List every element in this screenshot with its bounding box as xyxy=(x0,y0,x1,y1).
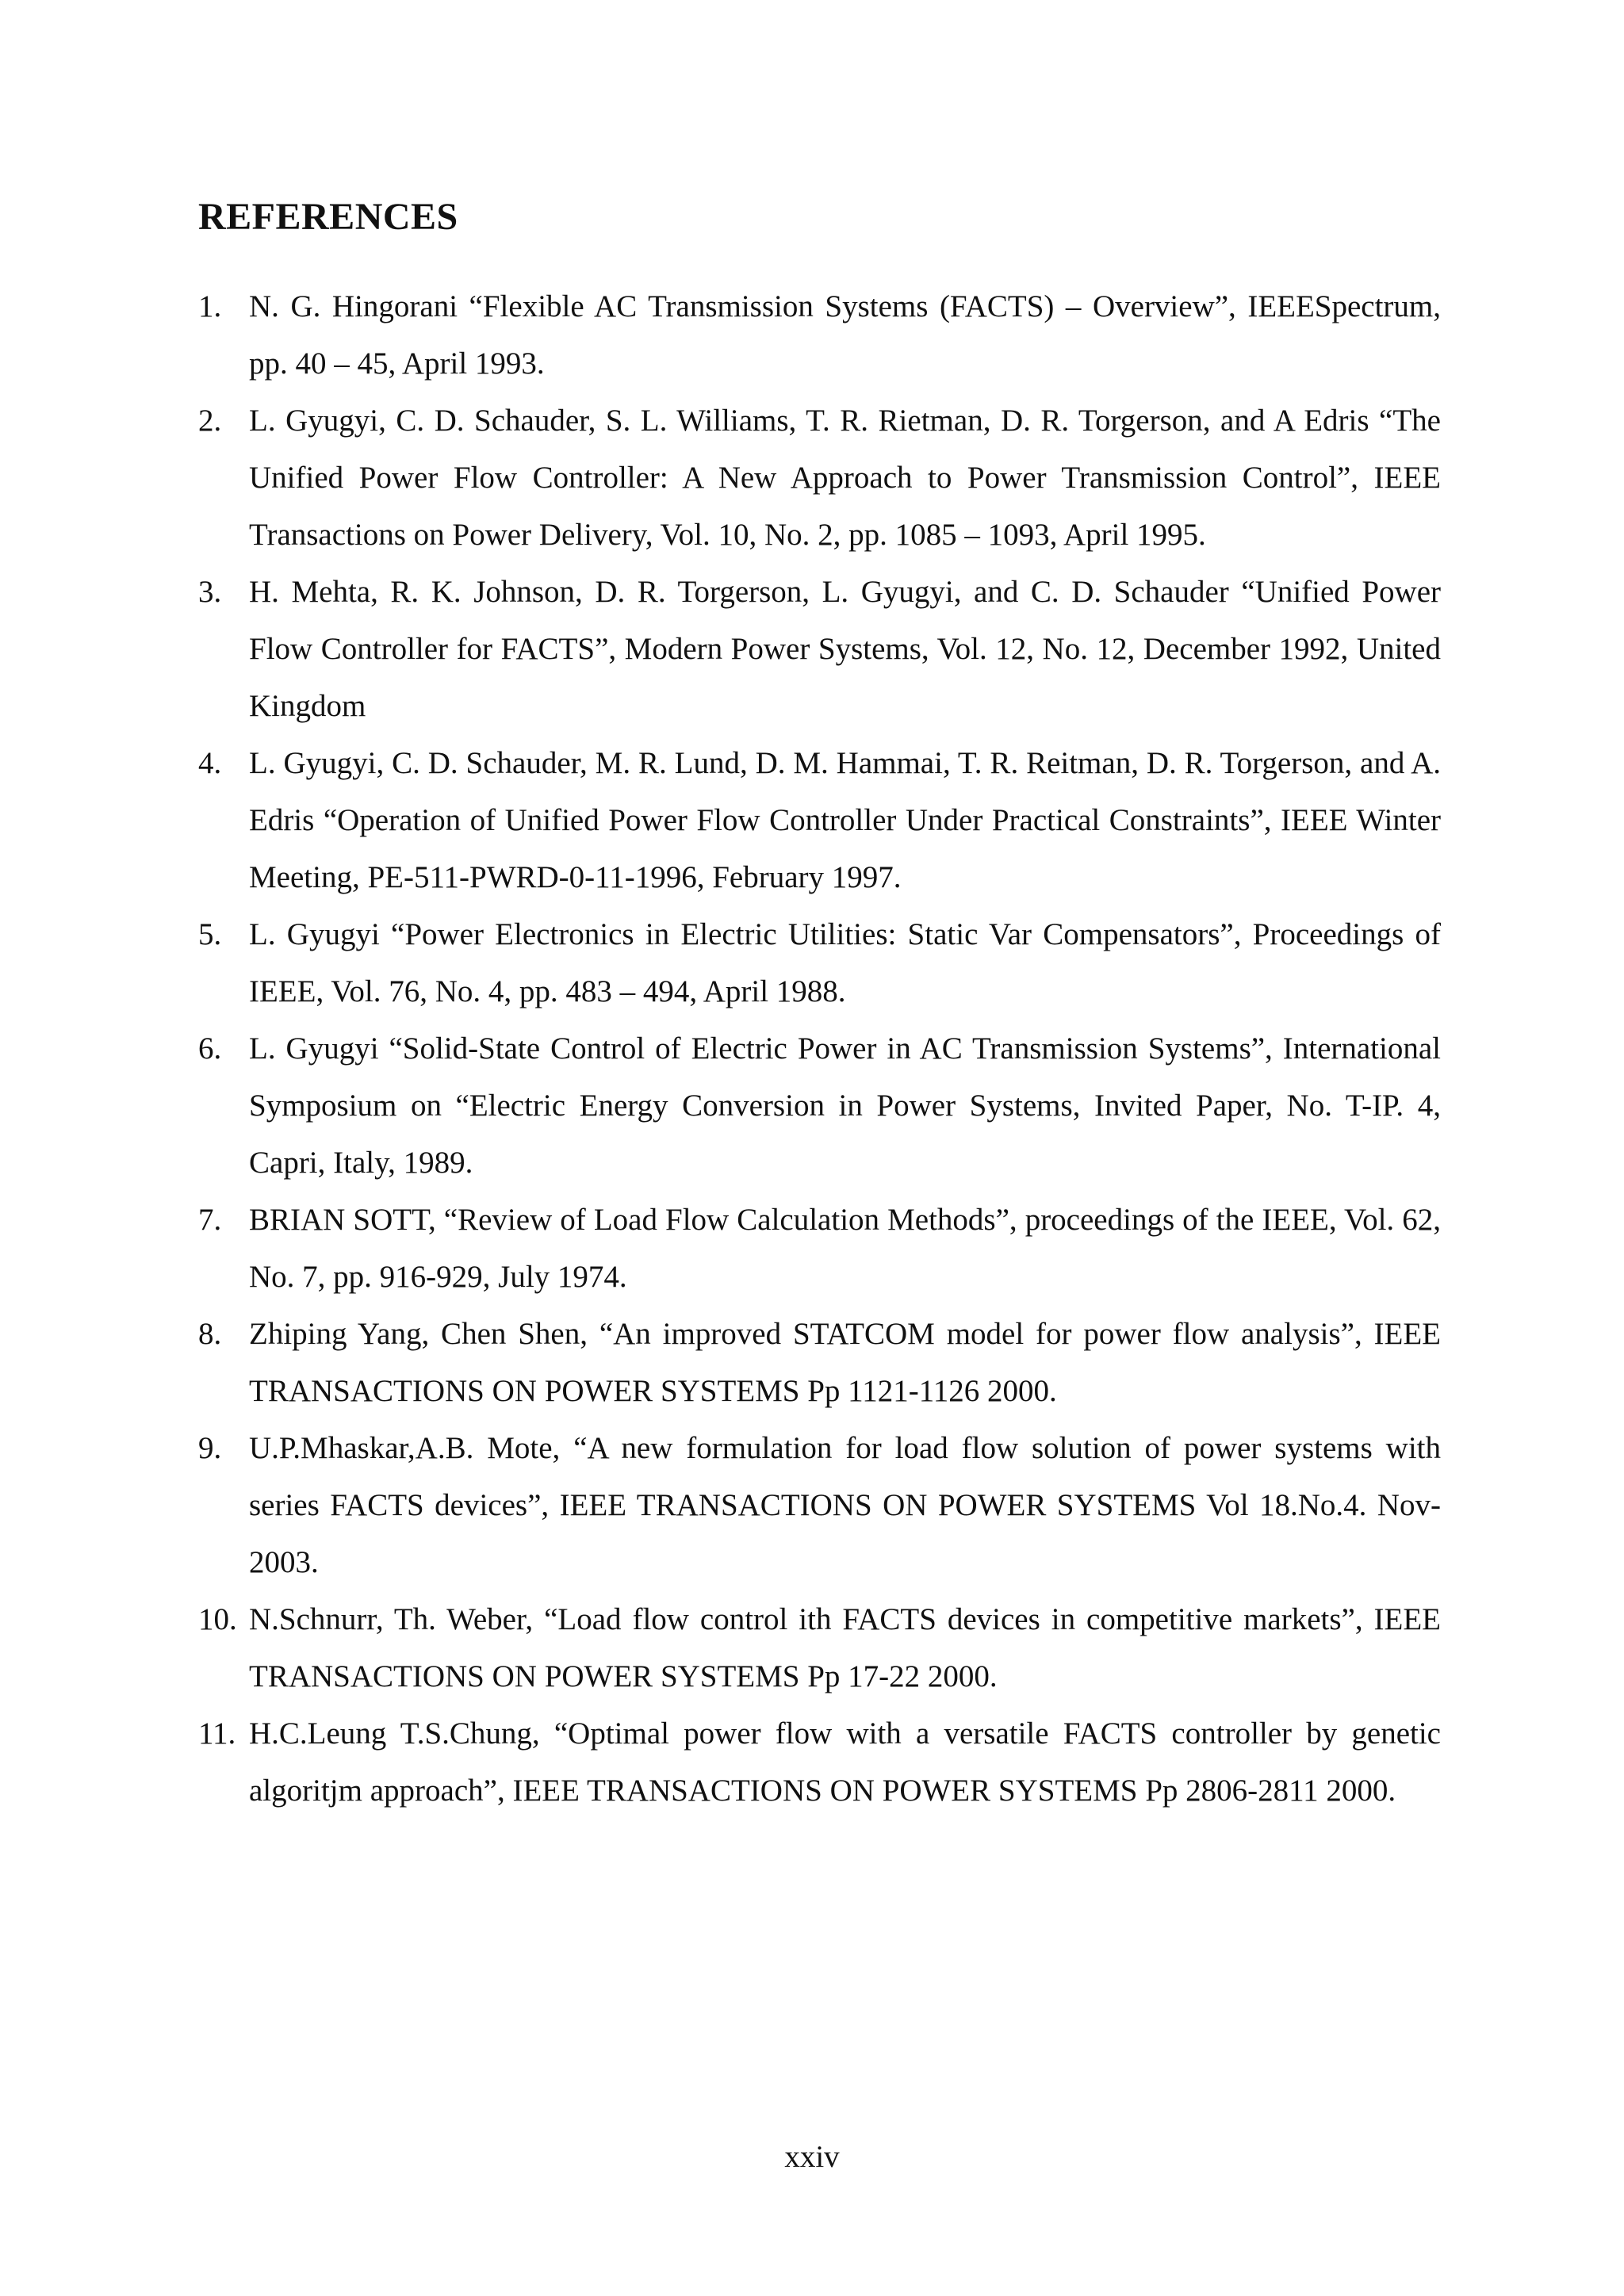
reference-text: U.P.Mhaskar,A.B. Mote, “A new formulation for load flow solution of power systems with series FACTS devices”, IEEE TRANSACTIONS ON POWER SYSTEMS Vol 18.No.4. Nov-2003. xyxy=(249,1431,1441,1579)
reference-number: 4. xyxy=(198,746,222,780)
reference-number: 5. xyxy=(198,917,222,951)
reference-text: BRIAN SOTT, “Review of Load Flow Calculation Methods”, proceedings of the IEEE, Vol. 62, No. 7, pp. 916-929, July 1974. xyxy=(249,1203,1441,1294)
reference-number: 7. xyxy=(198,1203,222,1237)
reference-item xyxy=(198,278,1441,392)
reference-item xyxy=(198,564,1441,735)
reference-number: 3. xyxy=(198,575,222,609)
reference-item xyxy=(198,1020,1441,1192)
reference-text: H.C.Leung T.S.Chung, “Optimal power flow with a versatile FACTS controller by genetic algoritjm approach”, IEEE TRANSACTIONS ON POWER SYSTEMS Pp 2806-2811 2000. xyxy=(249,1716,1441,1808)
reference-item xyxy=(198,1420,1441,1591)
reference-number: 2. xyxy=(198,404,222,438)
reference-number: 6. xyxy=(198,1031,222,1066)
reference-text: L. Gyugyi, C. D. Schauder, M. R. Lund, D. M. Hammai, T. R. Reitman, D. R. Torgerson, and A. Edris “Operation of Unified Power Flow Controller Under Practical Constraints”, IEEE Winter Meeting, PE-511-PWRD-0-11-1996, February 1997. xyxy=(249,746,1441,894)
reference-item xyxy=(198,906,1441,1020)
reference-item xyxy=(198,1705,1441,1820)
reference-number: 9. xyxy=(198,1431,222,1465)
reference-text: H. Mehta, R. K. Johnson, D. R. Torgerson, L. Gyugyi, and C. D. Schauder “Unified Power Flow Controller for FACTS”, Modern Power Systems, Vol. 12, No. 12, December 1992, United Kingdom xyxy=(249,575,1441,723)
reference-number: 11. xyxy=(198,1716,236,1751)
reference-text: Zhiping Yang, Chen Shen, “An improved STATCOM model for power flow analysis”, IEEE TRANSACTIONS ON POWER SYSTEMS Pp 1121-1126 2000. xyxy=(249,1317,1441,1408)
reference-item xyxy=(198,735,1441,906)
reference-text: L. Gyugyi “Power Electronics in Electric Utilities: Static Var Compensators”, Proceedings of IEEE, Vol. 76, No. 4, pp. 483 – 494, April 1988. xyxy=(249,917,1441,1008)
reference-text: L. Gyugyi, C. D. Schauder, S. L. Williams, T. R. Rietman, D. R. Torgerson, and A Edris “The Unified Power Flow Controller: A New Approach to Power Transmission Control”, IEEE Transactions on Power Delivery, Vol. 10, No. 2, pp. 1085 – 1093, April 1995. xyxy=(249,404,1441,552)
reference-number: 1. xyxy=(198,289,222,323)
reference-text: N.Schnurr, Th. Weber, “Load flow control ith FACTS devices in competitive markets”, IEEE TRANSACTIONS ON POWER SYSTEMS Pp 17-22 2000. xyxy=(249,1602,1441,1693)
reference-item xyxy=(198,1306,1441,1420)
reference-text: L. Gyugyi “Solid-State Control of Electric Power in AC Transmission Systems”, International Symposium on “Electric Energy Conversion in Power Systems, Invited Paper, No. T-IP. 4, Capri, Italy, 1989. xyxy=(249,1031,1441,1180)
reference-item xyxy=(198,1192,1441,1306)
reference-number: 10. xyxy=(198,1602,237,1636)
reference-item xyxy=(198,392,1441,564)
section-heading: REFERENCES xyxy=(198,196,458,238)
reference-list xyxy=(198,278,1441,1820)
reference-text: N. G. Hingorani “Flexible AC Transmission Systems (FACTS) – Overview”, IEEESpectrum, pp. 40 – 45, April 1993. xyxy=(249,289,1441,381)
page-number: xxiv xyxy=(784,2140,840,2174)
reference-number: 8. xyxy=(198,1317,222,1351)
reference-item xyxy=(198,1591,1441,1705)
